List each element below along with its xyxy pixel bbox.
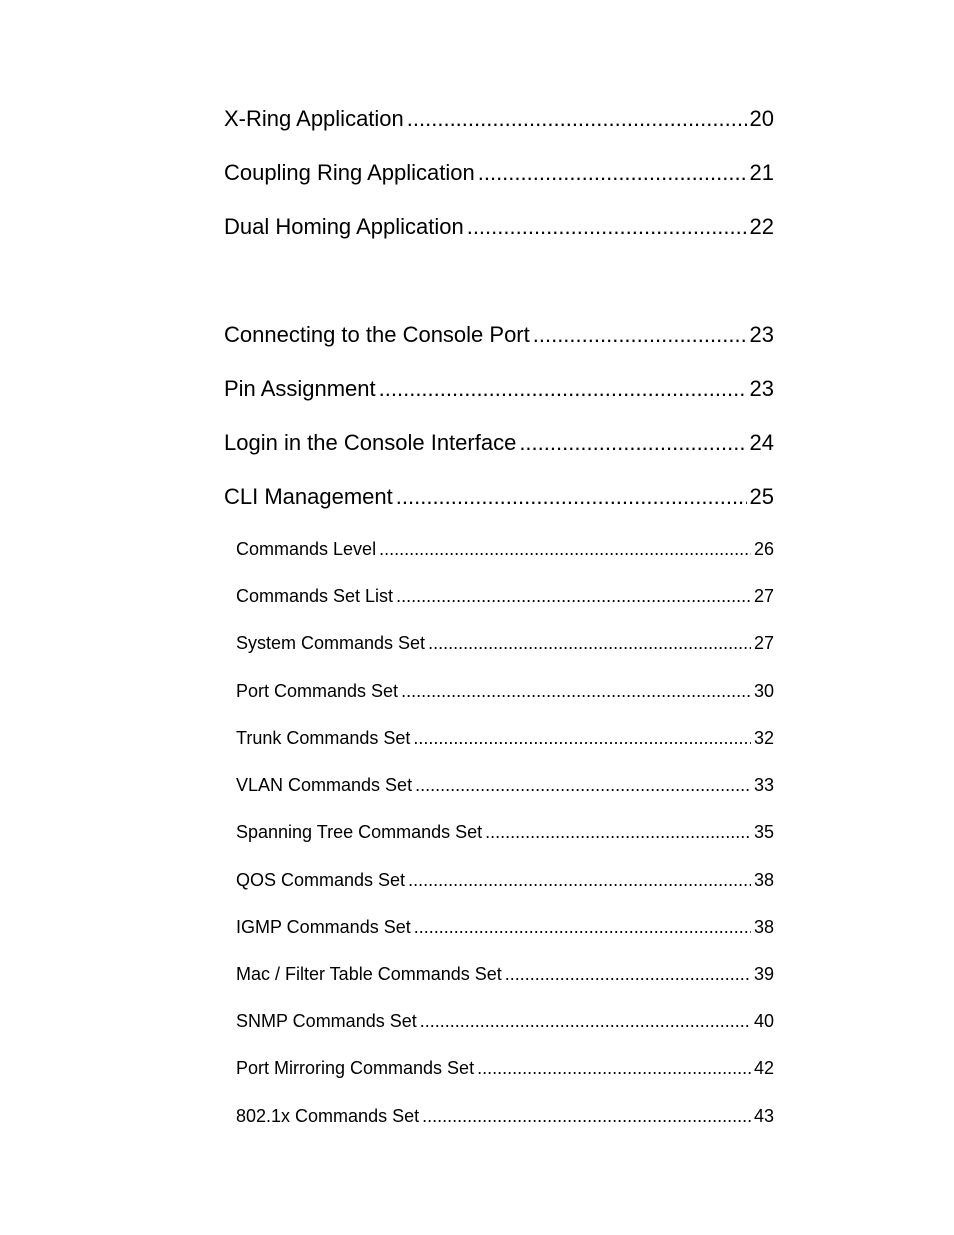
dot-leader bbox=[413, 727, 751, 749]
toc-subentry-spanning-tree-commands-set[interactable] bbox=[236, 821, 774, 843]
toc-subentry-commands-level[interactable] bbox=[236, 538, 774, 560]
toc-entry-title: Login in the Console Interface bbox=[224, 430, 517, 455]
toc-entry-page-number: 27 bbox=[753, 586, 774, 606]
toc-entry-page-number: 21 bbox=[749, 160, 774, 185]
toc-entry-page-number: 35 bbox=[753, 822, 774, 842]
dot-leader bbox=[415, 774, 751, 796]
toc-entry-dual-homing-application[interactable] bbox=[224, 214, 774, 240]
dot-leader bbox=[422, 1105, 751, 1127]
toc-entry-connecting-to-console-port[interactable] bbox=[224, 322, 774, 348]
toc-entry-title: VLAN Commands Set bbox=[236, 775, 413, 795]
dot-leader bbox=[505, 963, 751, 985]
toc-entry-page-number: 39 bbox=[753, 964, 774, 984]
toc-entry-login-console-interface[interactable] bbox=[224, 430, 774, 456]
dot-leader bbox=[379, 538, 751, 560]
dot-leader bbox=[519, 430, 746, 456]
dot-leader bbox=[420, 1010, 751, 1032]
toc-entry-title: QOS Commands Set bbox=[236, 870, 406, 890]
dot-leader bbox=[467, 214, 747, 240]
toc-subentry-igmp-commands-set[interactable] bbox=[236, 916, 774, 938]
dot-leader bbox=[396, 484, 747, 510]
dot-leader bbox=[428, 632, 751, 654]
dot-leader bbox=[414, 916, 751, 938]
toc-entry-page-number: 38 bbox=[753, 917, 774, 937]
toc-entry-cli-management[interactable] bbox=[224, 484, 774, 510]
toc-entry-page-number: 20 bbox=[749, 106, 774, 131]
dot-leader bbox=[533, 322, 747, 348]
toc-subentry-system-commands-set[interactable] bbox=[236, 632, 774, 654]
toc-entry-x-ring-application[interactable] bbox=[224, 106, 774, 132]
toc-entry-page-number: 40 bbox=[753, 1011, 774, 1031]
toc-entry-page-number: 24 bbox=[749, 430, 774, 455]
toc-entry-page-number: 30 bbox=[753, 681, 774, 701]
toc-entry-title: Spanning Tree Commands Set bbox=[236, 822, 483, 842]
dot-leader bbox=[478, 160, 747, 186]
toc-entry-page-number: 26 bbox=[753, 539, 774, 559]
toc-entry-page-number: 27 bbox=[753, 633, 774, 653]
dot-leader bbox=[396, 585, 751, 607]
toc-entry-title: Dual Homing Application bbox=[224, 214, 464, 239]
dot-leader bbox=[401, 680, 751, 702]
toc-entry-page-number: 23 bbox=[749, 322, 774, 347]
toc-subentry-trunk-commands-set[interactable] bbox=[236, 727, 774, 749]
toc-entry-title: Mac / Filter Table Commands Set bbox=[236, 964, 502, 984]
toc-subentry-port-commands-set[interactable] bbox=[236, 680, 774, 702]
toc-entry-page-number: 23 bbox=[749, 376, 774, 401]
toc-entry-title: CLI Management bbox=[224, 484, 393, 509]
toc-entry-title: Coupling Ring Application bbox=[224, 160, 475, 185]
toc-subentry-vlan-commands-set[interactable] bbox=[236, 774, 774, 796]
toc-entry-page-number: 42 bbox=[753, 1058, 774, 1078]
dot-leader bbox=[485, 821, 751, 843]
toc-entry-page-number: 32 bbox=[753, 728, 774, 748]
toc-subentry-snmp-commands-set[interactable] bbox=[236, 1010, 774, 1032]
dot-leader bbox=[408, 869, 751, 891]
toc-entry-coupling-ring-application[interactable] bbox=[224, 160, 774, 186]
toc-entry-title: 802.1x Commands Set bbox=[236, 1106, 420, 1126]
toc-entry-page-number: 33 bbox=[753, 775, 774, 795]
toc-entry-page-number: 22 bbox=[749, 214, 774, 239]
toc-entry-title: System Commands Set bbox=[236, 633, 426, 653]
toc-subentry-mac-filter-table-commands-set[interactable] bbox=[236, 963, 774, 985]
toc-entry-pin-assignment[interactable] bbox=[224, 376, 774, 402]
toc-entry-page-number: 43 bbox=[753, 1106, 774, 1126]
toc-subentry-qos-commands-set[interactable] bbox=[236, 869, 774, 891]
toc-entry-title: Commands Set List bbox=[236, 586, 394, 606]
toc-entry-title: Port Commands Set bbox=[236, 681, 399, 701]
toc-entry-title: Connecting to the Console Port bbox=[224, 322, 530, 347]
toc-subentry-802-1x-commands-set[interactable] bbox=[236, 1105, 774, 1127]
toc-entry-title: Pin Assignment bbox=[224, 376, 376, 401]
toc-entry-title: IGMP Commands Set bbox=[236, 917, 411, 937]
toc-entry-title: Port Mirroring Commands Set bbox=[236, 1058, 475, 1078]
toc-entry-page-number: 25 bbox=[749, 484, 774, 509]
dot-leader bbox=[379, 376, 747, 402]
toc-entry-title: SNMP Commands Set bbox=[236, 1011, 417, 1031]
toc-entry-title: X-Ring Application bbox=[224, 106, 404, 131]
toc-subentry-commands-set-list[interactable] bbox=[236, 585, 774, 607]
toc-entry-title: Trunk Commands Set bbox=[236, 728, 411, 748]
toc-subentry-port-mirroring-commands-set[interactable] bbox=[236, 1057, 774, 1079]
dot-leader bbox=[477, 1057, 751, 1079]
toc-entry-title: Commands Level bbox=[236, 539, 377, 559]
dot-leader bbox=[407, 106, 747, 132]
toc-entry-page-number: 38 bbox=[753, 870, 774, 890]
